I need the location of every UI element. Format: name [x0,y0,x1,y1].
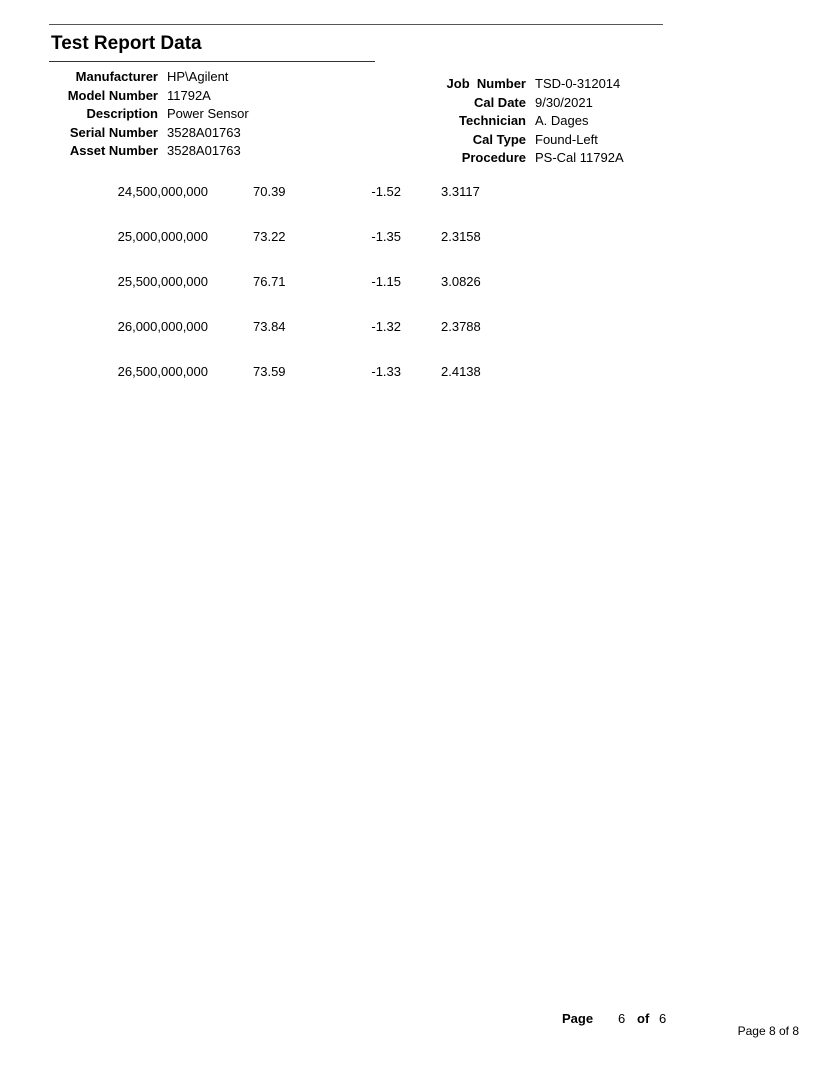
info-value: 3528A01763 [167,124,241,140]
value-cell: -1.15 [371,274,401,289]
info-label: Asset Number [69,143,158,158]
value-cell: 73.59 [253,364,286,379]
info-label: Description [86,106,158,121]
frequency-cell: 26,500,000,000 [117,364,208,379]
table-row [0,184,835,229]
value-cell: 70.39 [253,184,286,199]
info-row-model-number [50,87,249,106]
frequency-cell: 25,000,000,000 [117,229,208,244]
info-label: Model Number [67,87,158,103]
frequency-cell: 24,500,000,000 [117,184,208,199]
title-underline [49,61,375,62]
table-row [0,229,835,274]
job-label: Job Number [446,76,526,91]
value-cell: -1.35 [371,229,401,244]
top-divider [49,24,663,25]
value-cell: 2.4138 [441,364,481,379]
value-cell: 73.84 [253,319,286,334]
info-row-asset-number [50,142,249,161]
page-total: 6 [659,1011,667,1026]
table-row [0,274,835,319]
job-value: PS-Cal 11792A [535,150,624,165]
job-row-job-number [420,75,624,94]
info-row-serial-number [50,124,249,143]
job-value: A. Dages [535,113,589,128]
info-row-manufacturer [50,68,249,87]
info-label: Manufacturer [75,69,158,84]
info-row-description [50,105,249,124]
frequency-cell: 26,000,000,000 [117,319,208,334]
page-label: Page [562,1011,594,1026]
measurement-table [0,184,835,409]
info-value: HP\Agilent [167,69,229,84]
report-title: Test Report Data [51,33,202,54]
value-cell: -1.32 [371,319,401,334]
instrument-info [50,68,249,161]
table-row [0,319,835,364]
job-label: Procedure [461,150,526,165]
value-cell: 2.3788 [441,319,481,334]
info-value: 11792A [167,87,211,103]
value-cell: -1.52 [371,184,401,199]
value-cell: 3.3117 [441,184,480,199]
job-value: 9/30/2021 [535,94,593,110]
table-row [0,364,835,409]
value-cell: 3.0826 [441,274,481,289]
info-label: Serial Number [69,124,158,140]
job-label: Technician [459,113,526,128]
value-cell: 73.22 [253,229,286,244]
page-current: 6 [618,1011,626,1026]
job-row-cal-date [420,94,624,113]
value-cell: 2.3158 [441,229,481,244]
of-label: of [637,1011,650,1026]
job-value: TSD-0-312014 [535,76,621,91]
job-info [420,75,624,168]
job-label: Cal Date [473,94,526,110]
job-row-procedure [420,149,624,168]
info-value: Power Sensor [167,106,249,121]
value-cell: -1.33 [371,364,401,379]
job-label: Cal Type [472,131,526,147]
job-value: Found-Left [535,131,598,147]
document-page-number: Page 8 of 8 [737,1024,799,1038]
job-row-cal-type [420,131,624,150]
frequency-cell: 25,500,000,000 [117,274,208,289]
info-value: 3528A01763 [167,143,241,158]
value-cell: 76.71 [253,274,286,289]
job-row-technician [420,112,624,131]
